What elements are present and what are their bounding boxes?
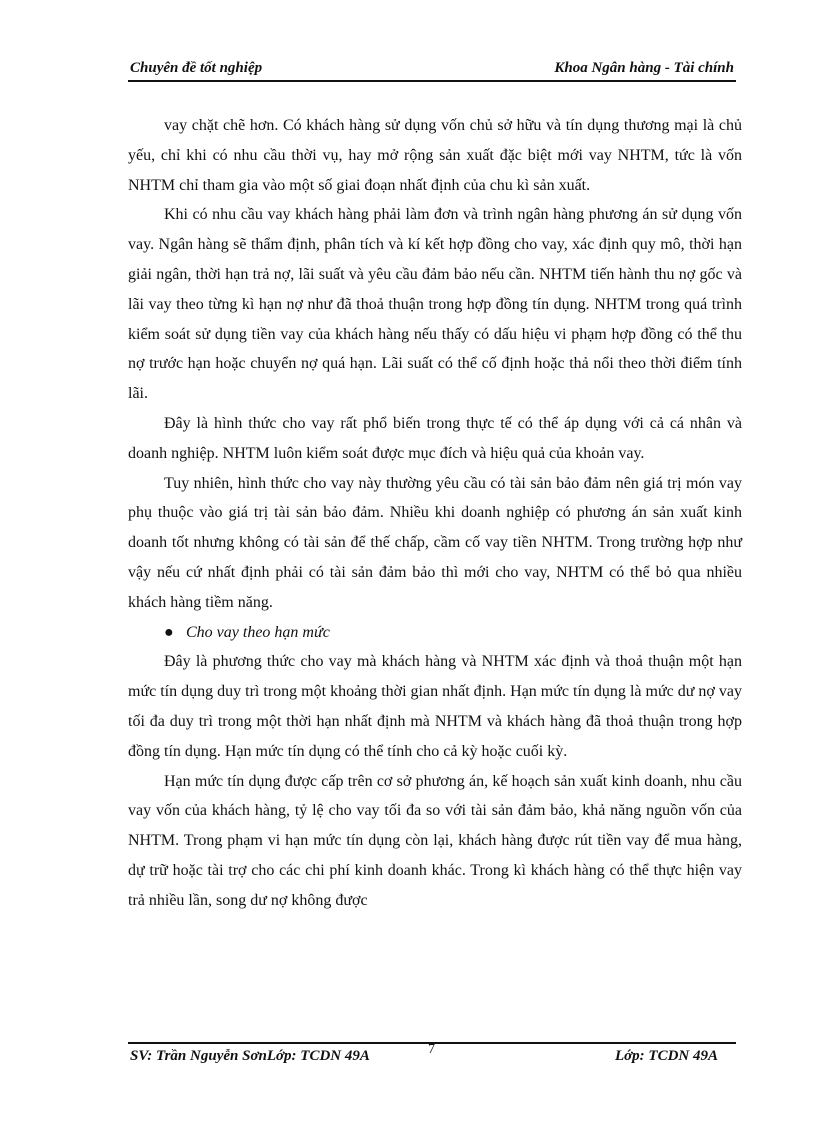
paragraph-continuation: vay chặt chẽ hơn. Có khách hàng sử dụng vốn chủ sở hữu và tín dụng thương mại là chủ yếu, chỉ khi có nhu cầu thời vụ, hay mở rộng sản xuất đặc biệt mới vay NHTM, tức là vốn NHTM chỉ tham gia vào một số giai đoạn nhất định của chu kì sản xuất.	[128, 117, 742, 194]
bullet-item	[128, 618, 742, 648]
bullet-dot-icon: ●	[164, 623, 174, 641]
header-thesis-title: Chuyên đề tốt nghiệp	[130, 60, 263, 76]
page-footer	[128, 1042, 736, 1070]
page-number: 7	[428, 1042, 435, 1057]
paragraph-loan-process: Khi có nhu cầu vay khách hàng phải làm đơn và trình ngân hàng phương án sử dụng vốn vay. Ngân hàng sẽ thẩm định, phân tích và kí kết hợp đồng cho vay, xác định quy mô, thời hạn giải ngân, thời hạn trả nợ, lãi suất và yêu cầu đảm bảo nếu cần. NHTM tiến hành thu nợ gốc và lãi vay theo từng kì hạn nợ như đã thoả thuận trong hợp đồng tín dụng. NHTM trong quá trình kiểm soát sử dụng tiền vay của khách hàng nếu thấy có dấu hiệu vi phạm hợp đồng có thể thu nợ trước hạn hoặc chuyển nợ quá hạn. Lãi suất có thể cố định hoặc thả nổi theo thời điểm tính lãi.	[128, 206, 742, 403]
document-body	[128, 111, 742, 916]
footer-student: SV: Trần Nguyễn SơnLớp: TCDN 49A	[130, 1048, 370, 1064]
page-header	[128, 58, 736, 82]
paragraph-common-form: Đây là hình thức cho vay rất phổ biến trong thực tế có thể áp dụng với cả cá nhân và doanh nghiệp. NHTM luôn kiểm soát được mục đích và hiệu quả của khoản vay.	[128, 414, 742, 462]
bullet-heading: Cho vay theo hạn mức	[186, 623, 330, 641]
paragraph-credit-limit-definition: Đây là phương thức cho vay mà khách hàng và NHTM xác định và thoả thuận một hạn mức tín dụng duy trì trong một khoảng thời gian nhất định. Hạn mức tín dụng là mức dư nợ vay tối đa duy trì trong một thời hạn nhất định mà NHTM và khách hàng đã thoả thuận trong hợp đồng tín dụng. Hạn mức tín dụng có thể tính cho cả kỳ hoặc cuối kỳ.	[128, 653, 742, 760]
paragraph-credit-limit-basis: Hạn mức tín dụng được cấp trên cơ sở phương án, kế hoạch sản xuất kinh doanh, nhu cầu vay vốn của khách hàng, tỷ lệ cho vay tối đa so với tài sản đảm bảo, khả năng nguồn vốn của NHTM. Trong phạm vi hạn mức tín dụng còn lại, khách hàng được rút tiền vay để mua hàng, dự trữ hoặc tài trợ cho các chi phí kinh doanh khác. Trong kì khách hàng có thể thực hiện vay trả nhiều lần, song dư nợ không được	[128, 772, 742, 909]
paragraph-collateral-limitation: Tuy nhiên, hình thức cho vay này thường yêu cầu có tài sản bảo đảm nên giá trị món vay phụ thuộc vào giá trị tài sản bảo đảm. Nhiều khi doanh nghiệp có phương án sản xuất kinh doanh tốt nhưng không có tài sản để thế chấp, cầm cố vay tiền NHTM. Trong trường hợp như vậy nếu cứ nhất định phải có tài sản đảm bảo thì mới cho vay, NHTM có thể bỏ qua nhiều khách hàng tiềm năng.	[128, 474, 742, 611]
footer-class: Lớp: TCDN 49A	[614, 1048, 718, 1064]
header-faculty: Khoa Ngân hàng - Tài chính	[554, 60, 734, 76]
